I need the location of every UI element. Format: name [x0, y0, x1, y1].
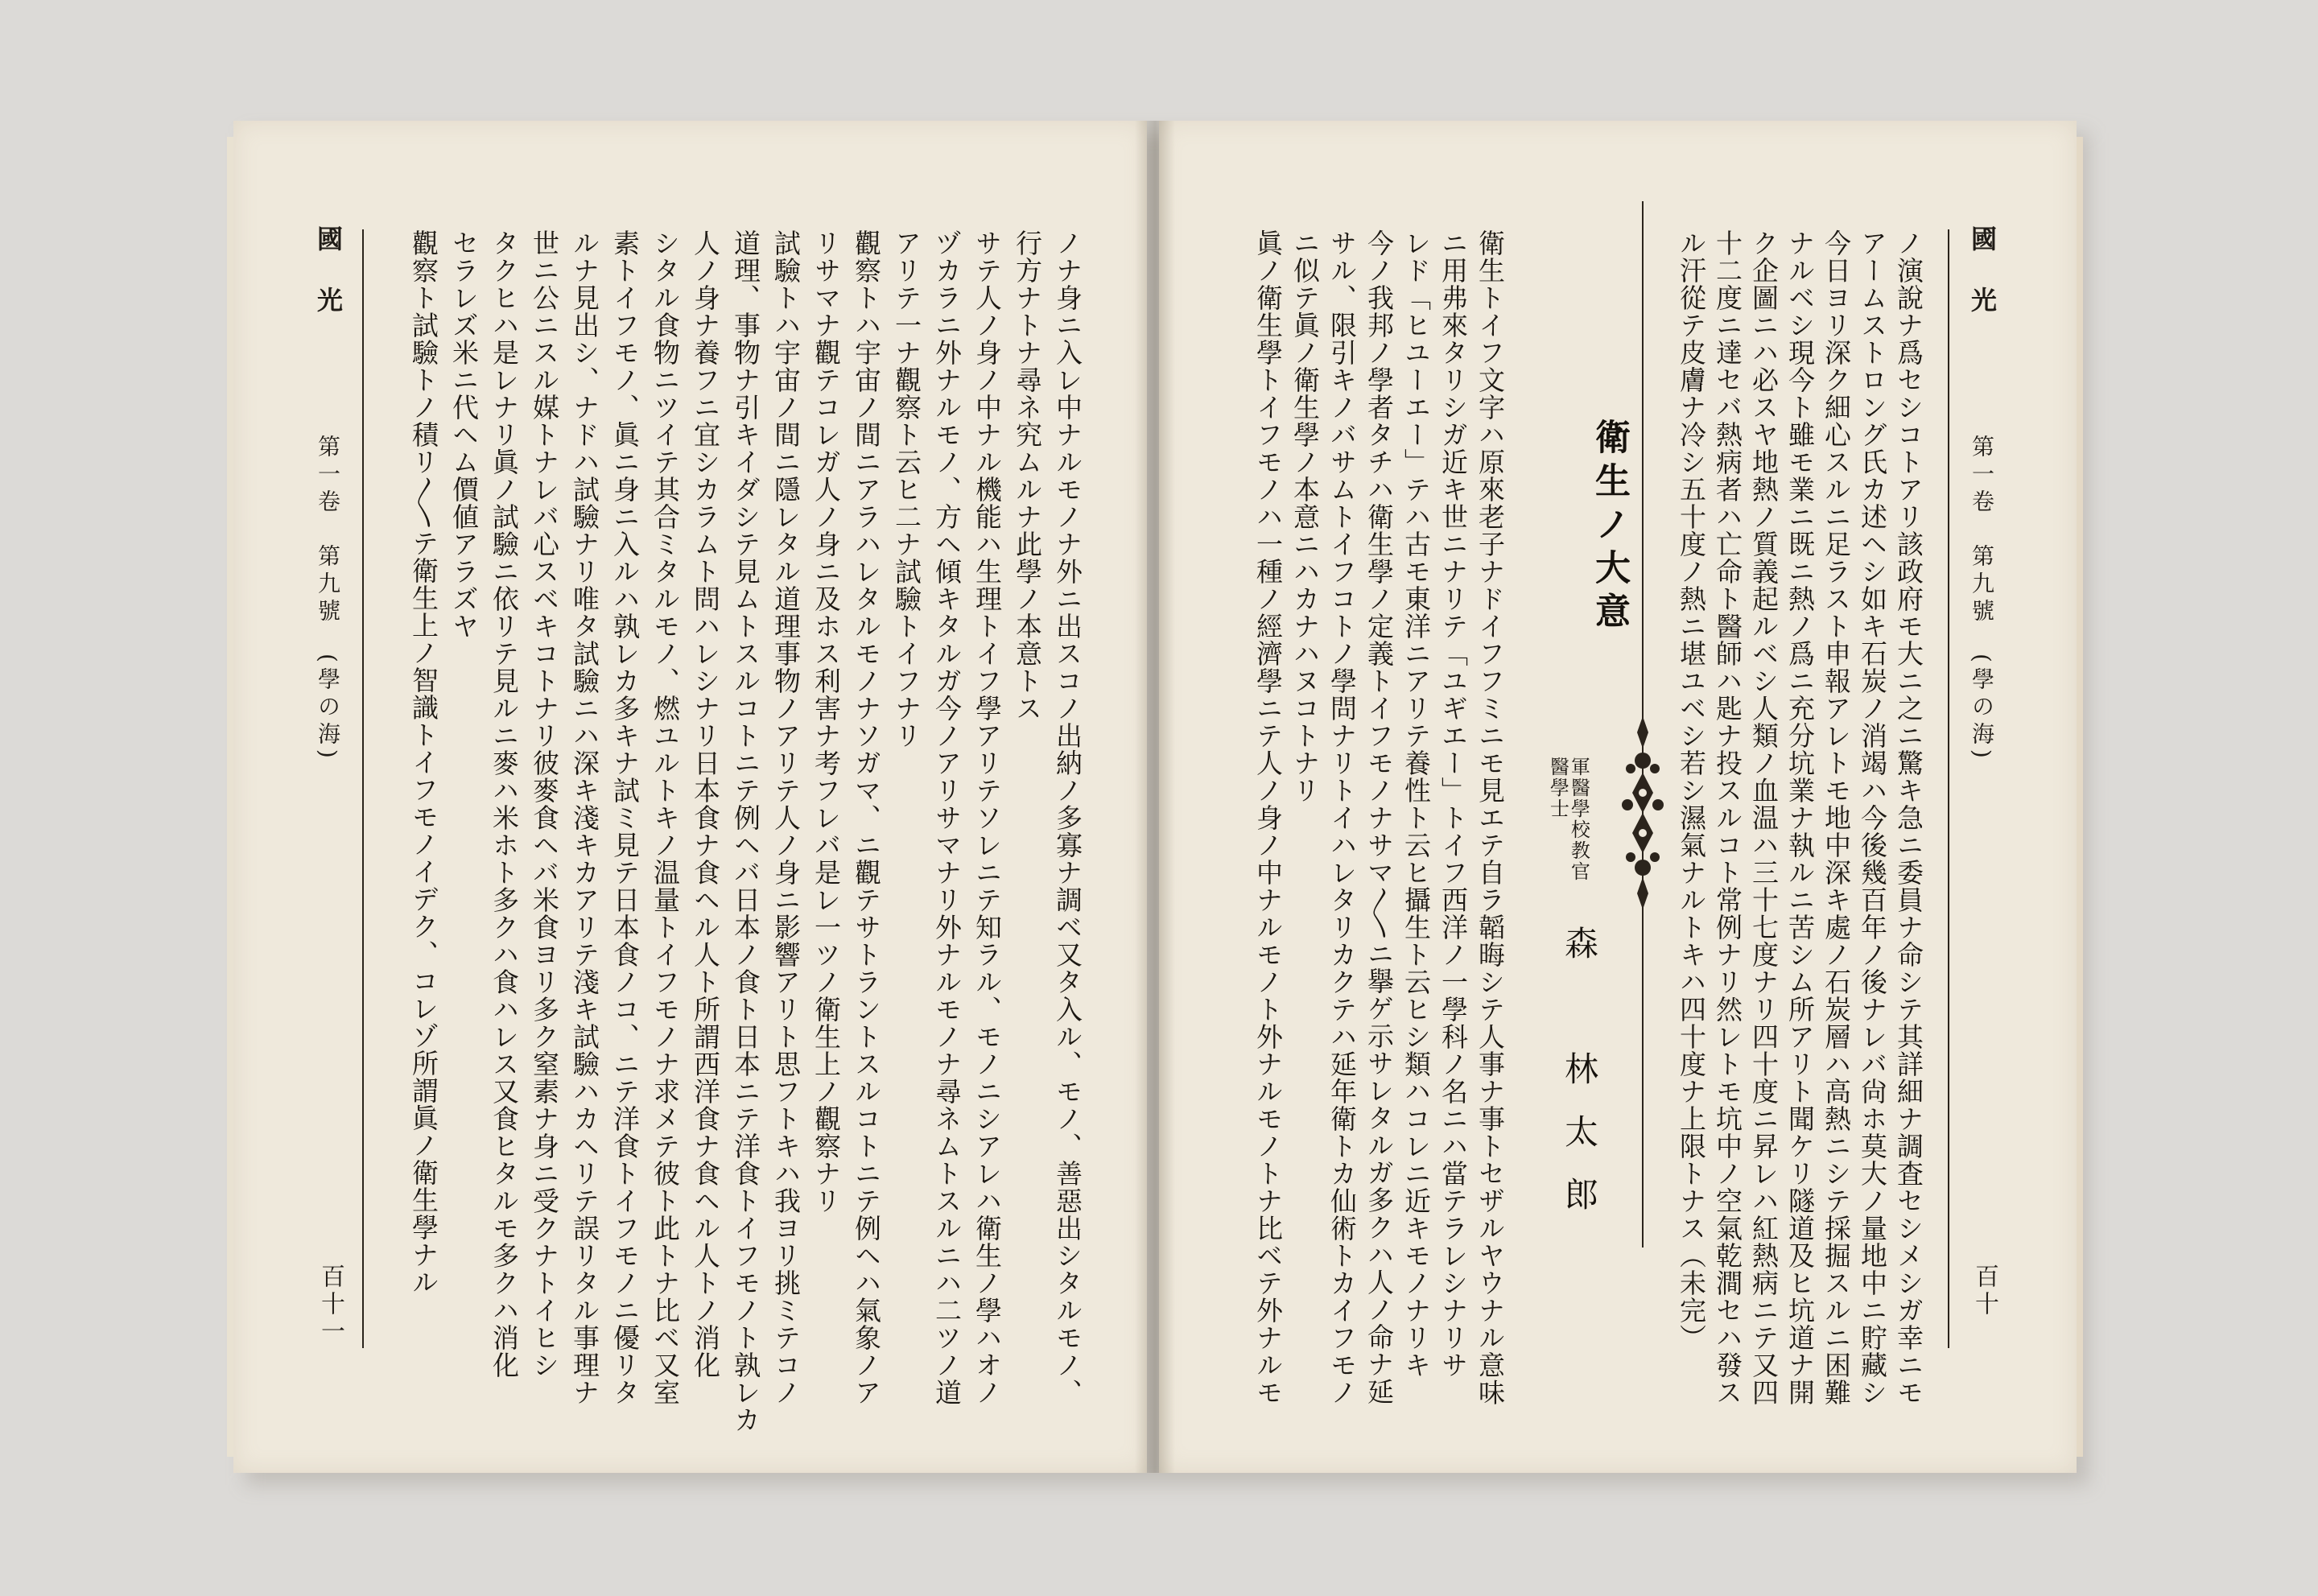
author-name: 森 林太郎	[1560, 926, 1599, 1239]
text-column: ル汗從テ皮膚ナ冷シ五十度ノ熱ニ堪ユベシ若シ濕氣ナルトキハ四十度ナ上限トナス（未完）	[1676, 229, 1707, 1351]
text-column: セラレズ米ニ代ヘム價値アラズヤ	[448, 229, 480, 640]
text-column: 十二度ニ達セバ熱病者ハ亡命ト醫師ハ匙ナ投スルコト常例ナリ然レトモ坑中ノ空氣乾澗セハ發ス	[1712, 229, 1743, 1406]
text-column: アームストロング氏カ述ヘシ如キ石炭ノ消竭ハ今後幾百年ノ後ナレバ尙ホ莫大ノ量地中ニ貯藏シ	[1857, 229, 1888, 1406]
author-affiliation-2: 醫學士	[1546, 757, 1569, 819]
text-column: 道理、事物ナ引キイダシテ見ムトスルコトニテ例ヘバ日本ノ食ト日本ニテ洋食トイフモノト孰レカ	[730, 229, 761, 1433]
text-column: 試驗トハ宇宙ノ間ニ隱レタル道理事物ノアリテ人ノ身ニ影響アリト思フトキハ我ヨリ挑ミテコノ	[770, 229, 802, 1406]
text-column: サテ人ノ身ノ中ナル機能ハ生理トイフ學アリテソレニテ知ラル、モノニシアレハ衛生ノ學ハオノ	[971, 229, 1003, 1406]
text-column: ク企圖ニハ必スヤ地熱ノ質義起ルベシ人類ノ血温ハ三十七度ナリ四十度ニ昇レハ紅熱病ニテ又四	[1748, 229, 1780, 1406]
text-column: 衛生トイフ文字ハ原來老子ナドイフフミニモ見エテ自ラ韜晦シテ人事ナ事トセザルヤウナル意味	[1475, 229, 1506, 1406]
text-column: 今ノ我邦ノ學者タチハ衛生學ノ定義トイフモノナサマ〳〵ニ擧ゲ示サレタルガ多クハ人ノ命ナ延	[1363, 229, 1395, 1405]
text-column: ニ用弗來タリシガ近キ世ニナリテ「ユギエー」トイフ西洋ノ一學科ノ名ニハ當テラレシナリサ	[1437, 229, 1469, 1379]
right-header-rule	[1948, 229, 1949, 1348]
text-column: シタル食物ニツイテ其合ミタルモノ、燃ユルトキノ温量トイフモノナ求メテ彼ト此トナ比ベ又室	[650, 229, 681, 1406]
left-running-title: 國 光	[313, 225, 344, 317]
text-column: ナルベシ現今ト雖モ業ニ既ニ熱ノ爲ニ充分坑業ナ執ルニ苦シム所アリト聞ケリ隧道及ヒ坑道ナ開	[1784, 229, 1816, 1406]
text-column: ニ似テ眞ノ衛生學ノ本意ニハカナハヌコトナリ	[1289, 229, 1321, 804]
text-column: 觀察トハ宇宙ノ間ニアラハレタルモノナソガマ、ニ觀テサトラントスルコトニテ例ヘハ氣象ノア	[851, 229, 882, 1406]
right-volume-label: 第一卷 第九號 (學の海)	[1969, 435, 1995, 763]
text-column: サル、限引キノバサムトイフコトノ學問ナリトイハレタリカクテハ延年衛トカ仙術トカイフモノ	[1326, 229, 1358, 1406]
left-volume-label: 第一卷 第九號 (學の海)	[315, 435, 341, 763]
right-running-title: 國 光	[1967, 225, 1998, 317]
text-column: ノ演說ナ爲セシコトアリ該政府モ大ニ之ニ驚キ急ニ委員ナ命シテ其詳細ナ調査セシメシガ幸ニモ	[1893, 229, 1924, 1406]
article-title: 衛生ノ大意	[1589, 419, 1630, 636]
text-column: アリテ一ナ觀察ト云ヒ二ナ試驗トイフナリ	[891, 229, 922, 749]
text-column: ヅカラニ外ナルモノ、方ヘ傾キタルガ今ノアリサマナリ外ナルモノナ尋ネムトスルニハ二ツノ道	[931, 229, 963, 1406]
book-spread	[233, 121, 2077, 1473]
text-column: ルナ見出シ、ナドハ試驗ナリ唯タ試驗ニハ深キ淺キカアリテ淺キ試驗ハカヘリテ誤リタル事理ナ	[569, 229, 600, 1406]
right-page-number: 百十	[1970, 1264, 1998, 1318]
text-column: 今日ヨリ深ク細心スルニ足ラスト申報アレトモ地中深キ處ノ石炭層ハ高熱ニシテ採掘スルニ困難	[1821, 229, 1852, 1406]
text-column: タクヒハ是レナリ眞ノ試驗ニ依リテ見ルニ麥ハ米ホト多クハ食ハレス又食ヒタルモ多クハ消化	[489, 229, 520, 1379]
floral-ornament-icon	[1618, 716, 1668, 909]
text-column: 觀察ト試驗トノ積リ〳〵テ衛生上ノ智識トイフモノイデク、コレゾ所謂眞ノ衛生學ナル	[408, 229, 439, 1296]
text-column: 素トイフモノ、眞ニ身ニ入ルハ孰レカ多キナ試ミ見テ日本食ノコ、ニテ洋食トイフモノニ優リタ	[609, 229, 641, 1406]
left-page	[233, 121, 1147, 1473]
author-affiliation-1: 軍醫學校教官	[1567, 757, 1590, 882]
text-column: リサマナ觀テコレガ人ノ身ニ及ホス利害ナ考フレバ是レ一ツノ衛生上ノ觀察ナリ	[810, 229, 842, 1215]
text-column: 人ノ身ナ養フニ宜シカラムト問ハレシナリ日本食ナ食ヘル人ト所謂西洋食ナ食ヘル人トノ消化	[690, 229, 721, 1379]
text-column: レド「ヒユーエー」テハ古モ東洋ニアリテ養性ト云ヒ攝生ト云ヒシ類ハコレニ近キモノナリキ	[1400, 229, 1432, 1379]
text-column: ノナ身ニ入レ中ナルモノナ外ニ出スコノ出納ノ多寡ナ調ベ又タ入ル、モノ、善惡出シタルモノ、	[1052, 229, 1083, 1406]
right-page	[1159, 121, 2077, 1473]
text-column: 眞ノ衛生學トイフモノハ一種ノ經濟學ニテ人ノ身ノ中ナルモノト外ナルモノトナ比ベテ外ナルモ	[1252, 229, 1284, 1406]
text-column: 世ニ公ニスル媒トナレバ心スベキコトナリ彼麥食ヘバ米食ヨリ多ク窒素ナ身ニ受クナトイヒシ	[529, 229, 560, 1379]
left-header-rule	[362, 229, 364, 1348]
left-page-number: 百十一	[316, 1264, 344, 1346]
text-column: 行方ナトナ尋ネ究ムルナ此學ノ本意トス	[1012, 229, 1043, 722]
book-gutter	[1135, 121, 1175, 1473]
